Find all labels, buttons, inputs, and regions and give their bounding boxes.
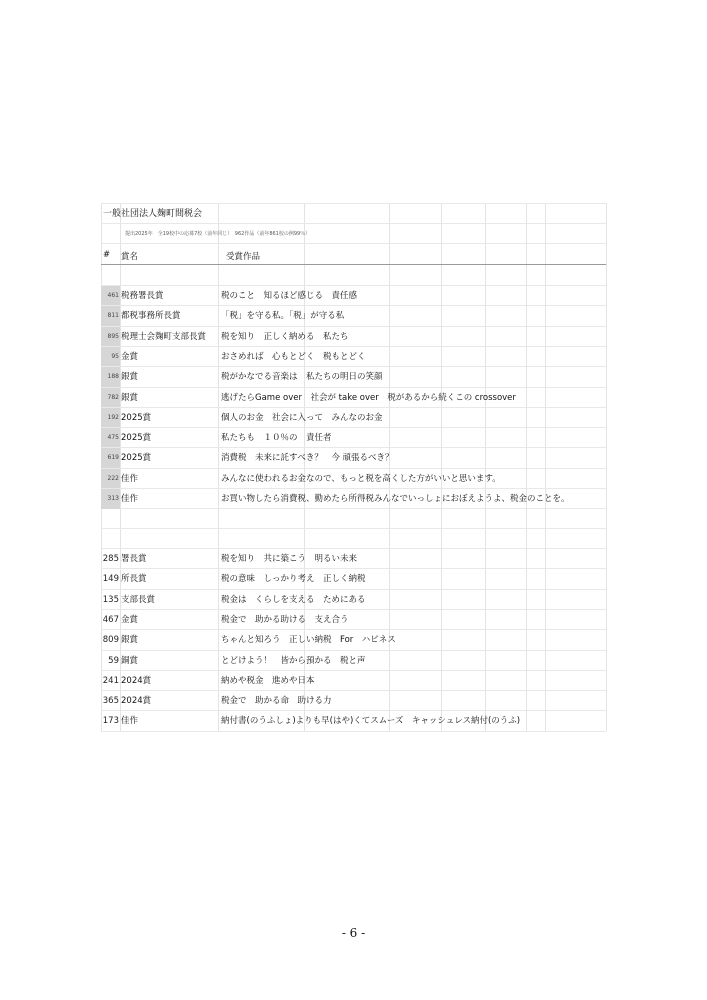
entry-number: 222	[101, 469, 120, 489]
award-name: 銀賞	[121, 392, 139, 403]
table-row	[101, 690, 606, 711]
row-border	[101, 508, 606, 529]
table-row	[101, 447, 606, 468]
organization-name: 一般社団法人麹町間税会	[103, 209, 203, 219]
table-row	[101, 387, 606, 408]
table-row	[101, 670, 606, 691]
row-border	[101, 731, 606, 752]
header-separator	[101, 264, 606, 285]
award-name: 2024賞	[121, 696, 152, 707]
table-row	[101, 568, 606, 589]
winning-work: 消費税 未来に託すべき？ 今 頑張るべき？	[221, 453, 394, 464]
winning-work: 「税」を守る私。「税」が守る私	[221, 311, 345, 322]
table-row	[101, 326, 606, 347]
winning-work: 税のこと 知るほど感じる 責任感	[221, 291, 358, 301]
entry-number: 365	[102, 696, 119, 707]
entry-number: 782	[101, 388, 120, 408]
grid-line	[606, 203, 607, 731]
entry-number: 241	[102, 675, 119, 686]
winning-work: 私たちも １０％の 責任者	[221, 433, 332, 444]
winning-work: みんなに使われるお金なので、もっと税を高くした方がいいと思います。	[221, 473, 501, 484]
entry-number: 59	[108, 655, 119, 666]
table-row	[101, 366, 606, 387]
winning-work: 個人のお金 社会に入って みんなのお金	[221, 412, 383, 423]
column-header-work: 受賞作品	[226, 252, 261, 262]
winning-work: 税を知り 共に築こう 明るい未来	[221, 554, 358, 564]
winning-work: おさめれば 心もとどく 税もとどく	[221, 351, 366, 362]
table-row	[101, 629, 606, 650]
winning-work: 税金は くらしを支える ためにある	[221, 594, 366, 605]
winning-work: 税の意味 しっかり考え 正しく納税	[221, 574, 366, 585]
table-row	[101, 650, 606, 671]
award-name: 佳作	[121, 473, 139, 484]
award-name: 佳作	[121, 494, 139, 504]
table-row	[101, 305, 606, 326]
table-row	[101, 468, 606, 489]
entry-number: 188	[101, 367, 120, 387]
row-border	[101, 243, 606, 264]
table-row	[101, 589, 606, 610]
award-name: 2025賞	[121, 453, 152, 464]
award-name: 所長賞	[121, 574, 147, 585]
award-name: 2025賞	[121, 412, 152, 423]
award-name: 2024賞	[121, 675, 152, 686]
award-name: 金賞	[121, 614, 139, 625]
entry-number: 135	[102, 594, 119, 605]
table-row	[101, 285, 606, 306]
entry-number: 149	[102, 574, 119, 585]
winning-work: 税金で 助かる助ける 支え合う	[221, 614, 349, 625]
entry-number: 192	[101, 408, 120, 428]
winning-work: 納めや税金 進めや日本	[221, 675, 315, 686]
entry-number: 811	[101, 306, 120, 326]
column-header-award: 賞名	[121, 252, 139, 262]
award-name: 支部長賞	[121, 594, 156, 605]
award-name: 銀賞	[121, 372, 139, 383]
table-row	[101, 427, 606, 448]
winning-work: とどけよう！ 皆から預かる 税と声	[221, 655, 366, 666]
award-name: 佳作	[121, 716, 139, 727]
winning-work: ちゃんと知ろう 正しい納税 For ハピネス	[221, 635, 396, 646]
entry-number: 467	[102, 614, 119, 625]
award-name: 税理士会麹町支部長賞	[121, 331, 207, 342]
page-number: - 6 -	[341, 926, 366, 940]
entry-number: 313	[101, 489, 120, 509]
table-row	[101, 710, 606, 731]
entry-number: 173	[102, 716, 119, 727]
table-row	[101, 407, 606, 428]
award-name: 銀賞	[121, 635, 139, 646]
entry-number: 95	[101, 347, 120, 367]
column-header-num: #	[103, 250, 111, 260]
row-border	[101, 528, 606, 549]
winning-work: 逃げたらGame over 社会が take over 税があるから続くこの crossover	[221, 392, 516, 403]
table-row	[101, 548, 606, 569]
entry-number: 475	[101, 428, 120, 448]
winning-work: 税を知り 正しく納める 私たち	[221, 331, 349, 342]
award-name: 都税事務所長賞	[121, 311, 181, 322]
entry-number: 461	[101, 286, 120, 306]
submission-note: 提出2025年 全19校中の応募7校（前年同じ） 962作品（前年861校の例99％）	[125, 231, 311, 237]
award-name: 税務署長賞	[121, 291, 164, 301]
table-row	[101, 346, 606, 367]
winning-work: お買い物したら消費税、勤めたら所得税みんなでいっしょにおぼえようよ、税金のことを。	[221, 494, 570, 504]
award-name: 銅賞	[121, 655, 139, 666]
entry-number: 619	[101, 448, 120, 468]
entry-number: 809	[102, 635, 119, 646]
award-name: 2025賞	[121, 433, 152, 444]
entry-number: 285	[102, 554, 119, 564]
winning-work: 納付書(のうふしょ)よりも早(はや)くてスムーズ キャッシュレス納付(のうふ)	[221, 716, 521, 727]
table-row	[101, 488, 606, 509]
winning-work: 税金で 助かる命 助ける力	[221, 696, 332, 707]
winning-work: 税がかなでる音楽は 私たちの明日の笑顔	[221, 372, 383, 383]
award-name: 署長賞	[121, 554, 147, 564]
entry-number: 895	[101, 327, 120, 347]
table-row	[101, 609, 606, 630]
award-name: 金賞	[121, 351, 139, 362]
